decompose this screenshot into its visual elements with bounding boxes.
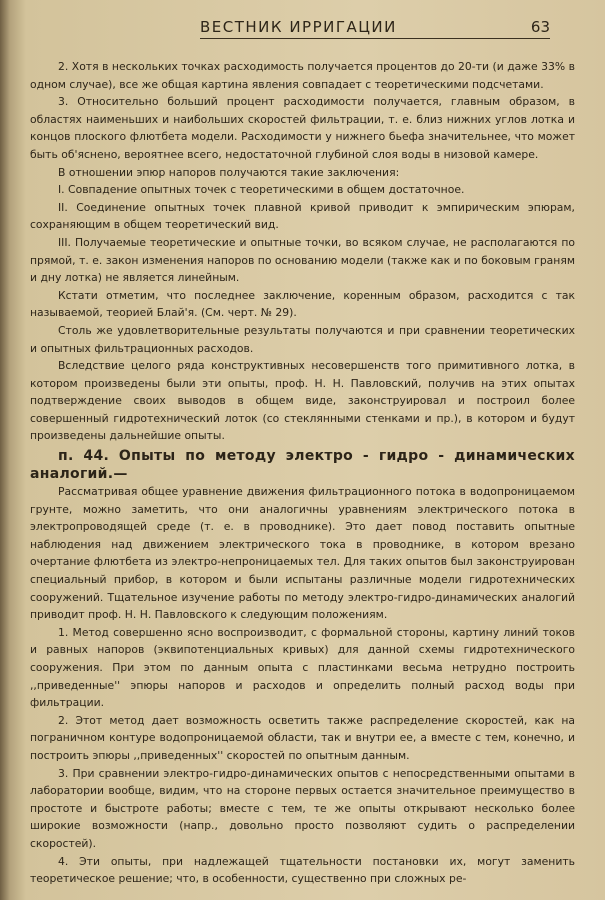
paragraph: 4. Эти опыты, при надлежащей тщательности постановки их, могут заменить теоретическое решение; что, в особенности, существенно при сложных ре- [30, 854, 575, 886]
paragraph: II. Соединение опытных точек плавной кривой приводит к эмпирическим эпюрам, сохраняющим в общем теоретический вид. [30, 200, 575, 232]
paragraph: 2. Хотя в нескольких точках расходимость получается процентов до 20-ти (и даже 33% в одном случае), все же общая картина явления совпадает с теоретическими подсчетами. [30, 60, 575, 91]
paragraph: 2. Этот метод дает возможность осветить также распределение скоростей, как на пограничном контуре водопроницаемой области, так и внутри ее, а вместе с тем, конечно, и построить эпюры ,,приведенных'' скоростей по опытным данным. [30, 713, 575, 762]
page-header [200, 18, 550, 42]
paragraph: Вследствие целого ряда конструктивных несовершенств того примитивного лотка, в котором произведены были эти опыты, проф. Н. Н. Павловский, получив на этих опытах подтверждение своих выводов в общем виде, законструировал и построил более совершенный гидротехнический лоток (со стеклянными стенками и пр.), в котором и будут произведены дальнейшие опыты. [30, 359, 575, 443]
paragraph: I. Совпадение опытных точек с теоретическими в общем достаточное. [58, 183, 465, 197]
section-heading: п. 44. Опыты по методу электро - гидро - динамических аналогий.— [30, 448, 575, 483]
paragraph: 1. Метод совершенно ясно воспроизводит, с формальной стороны, картину линий токов и равных напоров (эквипотенциальных кривых) для данной схемы гидротехнического сооружения. При этом по данным опыта с пластинками весьма нетрудно построить ,,приведенные'' эпюры напоров и расходов и определить полный расход воды при фильтрации. [30, 625, 575, 710]
paragraph: III. Получаемые теоретические и опытные точки, во всяком случае, не располагаются по прямой, т. е. закон изменения напоров по основанию модели (также как и по боковым граням и дну лотка) не является линейным. [30, 235, 575, 285]
page-body [30, 58, 575, 888]
paragraph: 3. Относительно больший процент расходимости получается, главным образом, в областях наименьших и наибольших скоростей фильтрации, т. е. близ нижних углов лотка и концов плоского флютбета модели. Расходимости у нижнего бьефа значительнее, что может быть об'яснено, вероятнее всего, недостаточной глубиной слоя воды в низовой камере. [30, 95, 575, 161]
running-title: ВЕСТНИК ИРРИГАЦИИ [200, 18, 397, 36]
paragraph: Рассматривая общее уравнение движения фильтрационного потока в водопроницаемом грунте, можно заметить, что они аналогичны уравнениям электрического потока в электропроводящей среде (т. е. в проводнике). Это дает повод поставить опытные наблюдения над движением электрического тока в проводнике, в котором врезано очертание флютбета из электро-непроницаемых тел. Для таких опытов был законструирован специальный прибор, в котором и были испытаны различные модели гидротехнических сооружений. Тщательное изучение работы по методу электро-гидро-динамических аналогий приводит проф. Н. Н. Павловского к следующим положениям. [30, 485, 575, 622]
paragraph: Столь же удовлетворительные результаты получаются и при сравнении теоретических и опытных фильтрационных расходов. [30, 323, 575, 355]
paragraph: В отношении эпюр напоров получаются такие заключения: [58, 165, 400, 179]
header-rule [200, 38, 550, 39]
paragraph: Кстати отметим, что последнее заключение, коренным образом, расходится с так называемой, теорией Блай'я. (См. черт. № 29). [30, 288, 575, 320]
page-number: 63 [530, 18, 550, 36]
paragraph: 3. При сравнении электро-гидро-динамических опытов с непосредственными опытами в лаборатории вообще, видим, что на стороне первых остается значительное преимущество в простоте и быстроте работы; вместе с тем, те же опыты открывают несколько более широкие возможности (напр., довольно просто позволяют судить о распределении скоростей). [30, 766, 575, 850]
